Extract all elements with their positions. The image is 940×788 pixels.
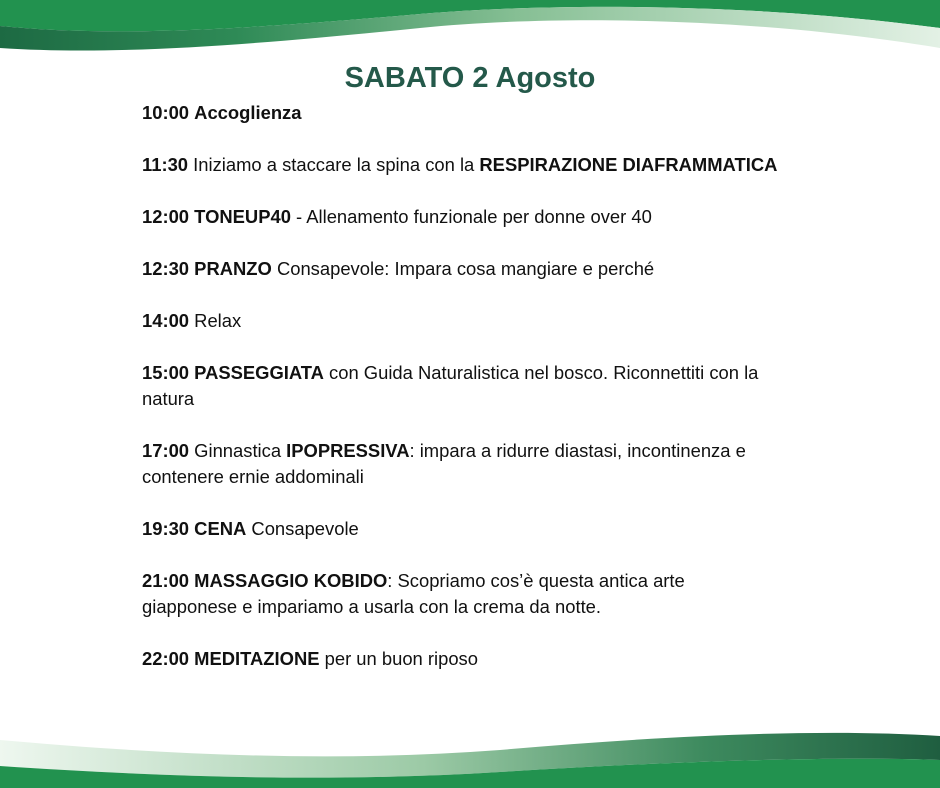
schedule-item xyxy=(142,204,782,230)
schedule-text: Relax xyxy=(194,310,242,331)
schedule-item xyxy=(142,100,782,126)
schedule-time: 17:00 xyxy=(142,440,190,461)
schedule-text-2: : impara a ridurre diastasi, incontinenza e contenere ernie addominali xyxy=(142,440,746,487)
schedule-text: Consapevole: Impara cosa mangiare e perché xyxy=(271,258,655,279)
schedule-text: - Allenamento funzionale per donne over 40 xyxy=(290,206,652,227)
schedule-highlight: MEDITAZIONE xyxy=(194,648,320,669)
schedule-time: 11:30 xyxy=(142,154,189,175)
schedule-item xyxy=(142,256,782,282)
schedule-list xyxy=(142,100,782,698)
page-title: SABATO 2 Agosto xyxy=(344,62,596,94)
schedule-time: 12:30 xyxy=(142,258,190,279)
schedule-time: 12:00 xyxy=(142,206,190,227)
schedule-highlight: TONEUP40 xyxy=(194,206,291,227)
schedule-time: 21:00 xyxy=(142,570,190,591)
schedule-time: 22:00 xyxy=(142,648,190,669)
schedule-item xyxy=(142,568,782,620)
schedule-highlight-2: RESPIRAZIONE DIAFRAMMATICA xyxy=(479,154,778,175)
schedule-highlight: PRANZO xyxy=(194,258,272,279)
schedule-highlight: MASSAGGIO KOBIDO xyxy=(194,570,388,591)
schedule-item xyxy=(142,646,782,672)
top-wave-decoration xyxy=(0,0,940,62)
schedule-item xyxy=(142,438,782,490)
bottom-wave-decoration xyxy=(0,726,940,788)
schedule-text: con Guida Naturalistica nel bosco. Riconnettiti con la natura xyxy=(142,362,759,409)
schedule-time: 14:00 xyxy=(142,310,190,331)
schedule-time: 15:00 xyxy=(142,362,190,383)
schedule-item xyxy=(142,152,782,178)
schedule-highlight: PASSEGGIATA xyxy=(194,362,324,383)
schedule-text: Consapevole xyxy=(246,518,359,539)
schedule-highlight: Accoglienza xyxy=(194,102,302,123)
schedule-text: per un buon riposo xyxy=(319,648,478,669)
schedule-text: : Scopriamo cos’è questa antica arte giapponese e impariamo a usarla con la crema da notte. xyxy=(142,570,685,617)
schedule-time: 19:30 xyxy=(142,518,190,539)
schedule-highlight-2: IPOPRESSIVA xyxy=(286,440,410,461)
schedule-item xyxy=(142,308,782,334)
schedule-item xyxy=(142,360,782,412)
schedule-text: Ginnastica xyxy=(194,440,287,461)
schedule-time: 10:00 xyxy=(142,102,190,123)
schedule-text: Iniziamo a staccare la spina con la xyxy=(193,154,480,175)
schedule-item xyxy=(142,516,782,542)
schedule-highlight: CENA xyxy=(194,518,247,539)
